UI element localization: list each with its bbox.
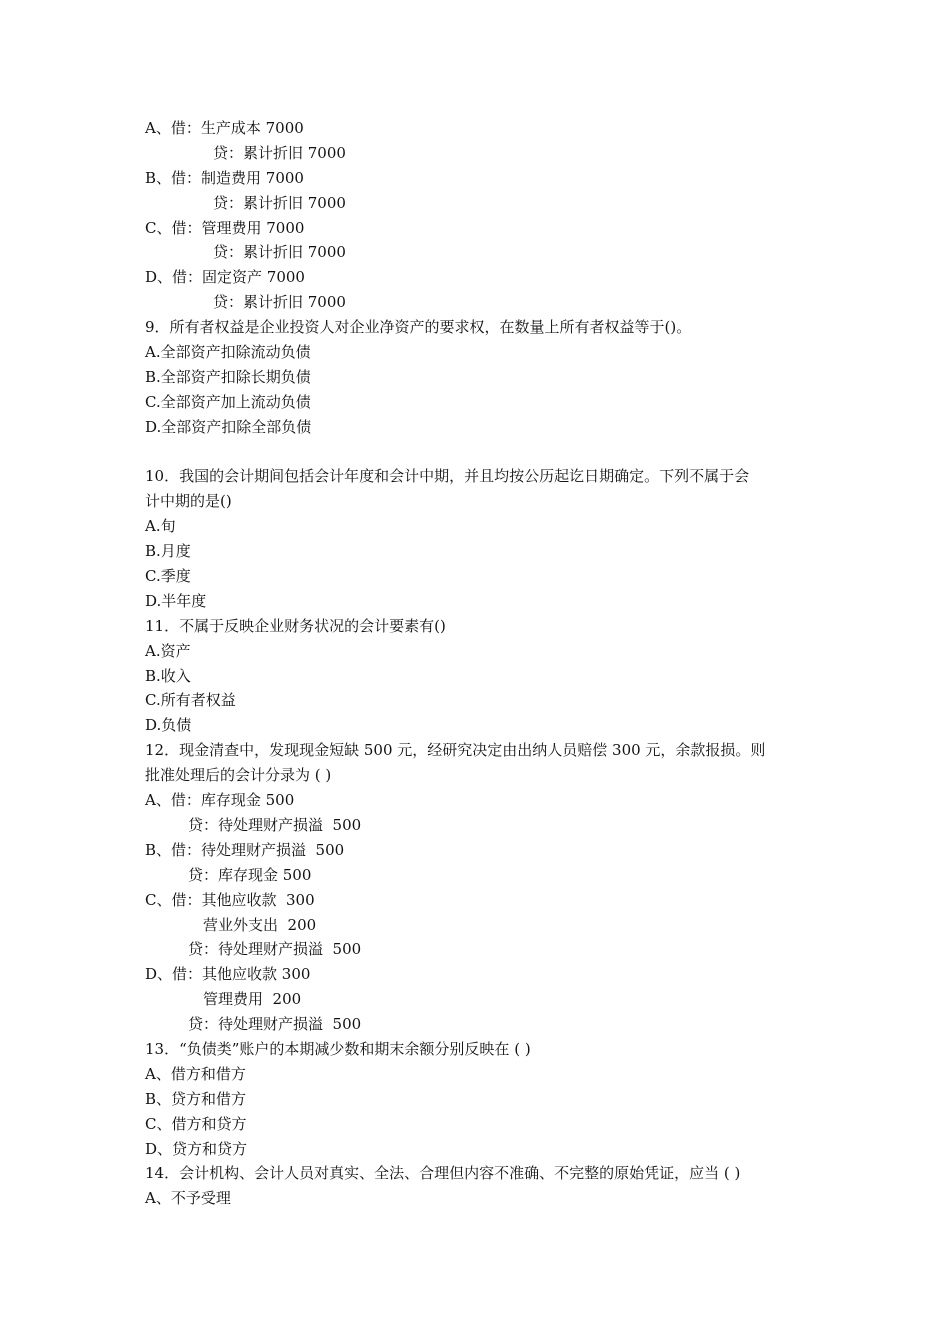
q12-option-a-debit: A、借：库存现金 500 xyxy=(145,791,295,810)
q10-question-line-1: 10．我国的会计期间包括会计年度和会计中期，并且均按公历起讫日期确定。下列不属于会 xyxy=(145,467,750,486)
q8-option-c-credit: 贷：累计折旧 7000 xyxy=(213,243,346,262)
q12-option-d-debit: D、借：其他应收款 300 xyxy=(145,965,311,984)
q10-option-a: A.旬 xyxy=(145,517,176,536)
q12-option-c-debit: C、借：其他应收款 300 xyxy=(145,890,315,909)
blank-line xyxy=(145,440,815,465)
q13-option-a: A、借方和借方 xyxy=(145,1064,246,1083)
q11-question: 11．不属于反映企业财务状况的会计要素有() xyxy=(145,616,446,635)
question-12 xyxy=(145,738,815,1037)
q8-option-b-credit: 贷：累计折旧 7000 xyxy=(213,193,346,212)
q12-option-b-credit: 贷：库存现金 500 xyxy=(188,865,312,884)
q13-option-b: B、贷方和借方 xyxy=(145,1089,247,1108)
q12-question-line-1: 12．现金清查中，发现现金短缺 500 元，经研究决定由出纳人员赔偿 300 元，余款报损。则 xyxy=(145,741,766,760)
q9-option-d: D.全部资产扣除全部负债 xyxy=(145,417,312,436)
q10-option-c: C.季度 xyxy=(145,567,191,586)
q13-option-d: D、贷方和贷方 xyxy=(145,1139,248,1158)
q12-question-line-2: 批准处理后的会计分录为 ( ) xyxy=(145,766,332,785)
q8-option-d-debit: D、借：固定资产 7000 xyxy=(145,268,305,287)
q8-option-c-debit: C、借：管理费用 7000 xyxy=(145,218,305,237)
question-13 xyxy=(145,1037,815,1161)
q12-option-c-credit: 贷：待处理财产损溢 500 xyxy=(188,940,362,959)
q9-option-b: B.全部资产扣除长期负债 xyxy=(145,367,311,386)
q10-option-d: D.半年度 xyxy=(145,591,207,610)
q14-question: 14．会计机构、会计人员对真实、全法、合理但内容不准确、不完整的原始凭证，应当 ( ) xyxy=(145,1164,741,1183)
q13-option-c: C、借方和贷方 xyxy=(145,1114,247,1133)
q12-option-d-debit-2: 管理费用 200 xyxy=(203,990,302,1009)
document-page xyxy=(145,116,815,1211)
question-14 xyxy=(145,1161,815,1211)
q8-option-a-credit: 贷：累计折旧 7000 xyxy=(213,143,346,162)
q9-option-c: C.全部资产加上流动负债 xyxy=(145,392,311,411)
q12-option-a-credit: 贷：待处理财产损溢 500 xyxy=(188,815,362,834)
q8-option-a-debit: A、借：生产成本 7000 xyxy=(145,119,304,137)
q12-option-d-credit: 贷：待处理财产损溢 500 xyxy=(188,1015,362,1034)
q12-option-c-debit-2: 营业外支出 200 xyxy=(203,915,317,934)
q11-option-c: C.所有者权益 xyxy=(145,691,236,710)
question-10 xyxy=(145,464,815,613)
q11-option-b: B.收入 xyxy=(145,666,191,685)
q14-option-a: A、不予受理 xyxy=(145,1189,231,1208)
question-8-options xyxy=(145,116,815,315)
q10-question-line-2: 计中期的是() xyxy=(145,492,232,511)
q8-option-d-credit: 贷：累计折旧 7000 xyxy=(213,293,346,312)
q11-option-a: A.资产 xyxy=(145,641,191,660)
q9-question: 9．所有者权益是企业投资人对企业净资产的要求权，在数量上所有者权益等于()。 xyxy=(145,318,692,337)
q8-option-b-debit: B、借：制造费用 7000 xyxy=(145,168,304,187)
q12-option-b-debit: B、借：待处理财产损溢 500 xyxy=(145,840,345,859)
q9-option-a: A.全部资产扣除流动负债 xyxy=(145,343,311,362)
q13-question: 13．“负债类”账户的本期减少数和期末余额分别反映在 ( ) xyxy=(145,1039,531,1058)
q10-option-b: B.月度 xyxy=(145,542,191,561)
question-11 xyxy=(145,614,815,738)
question-9 xyxy=(145,315,815,439)
q11-option-d: D.负债 xyxy=(145,716,192,735)
